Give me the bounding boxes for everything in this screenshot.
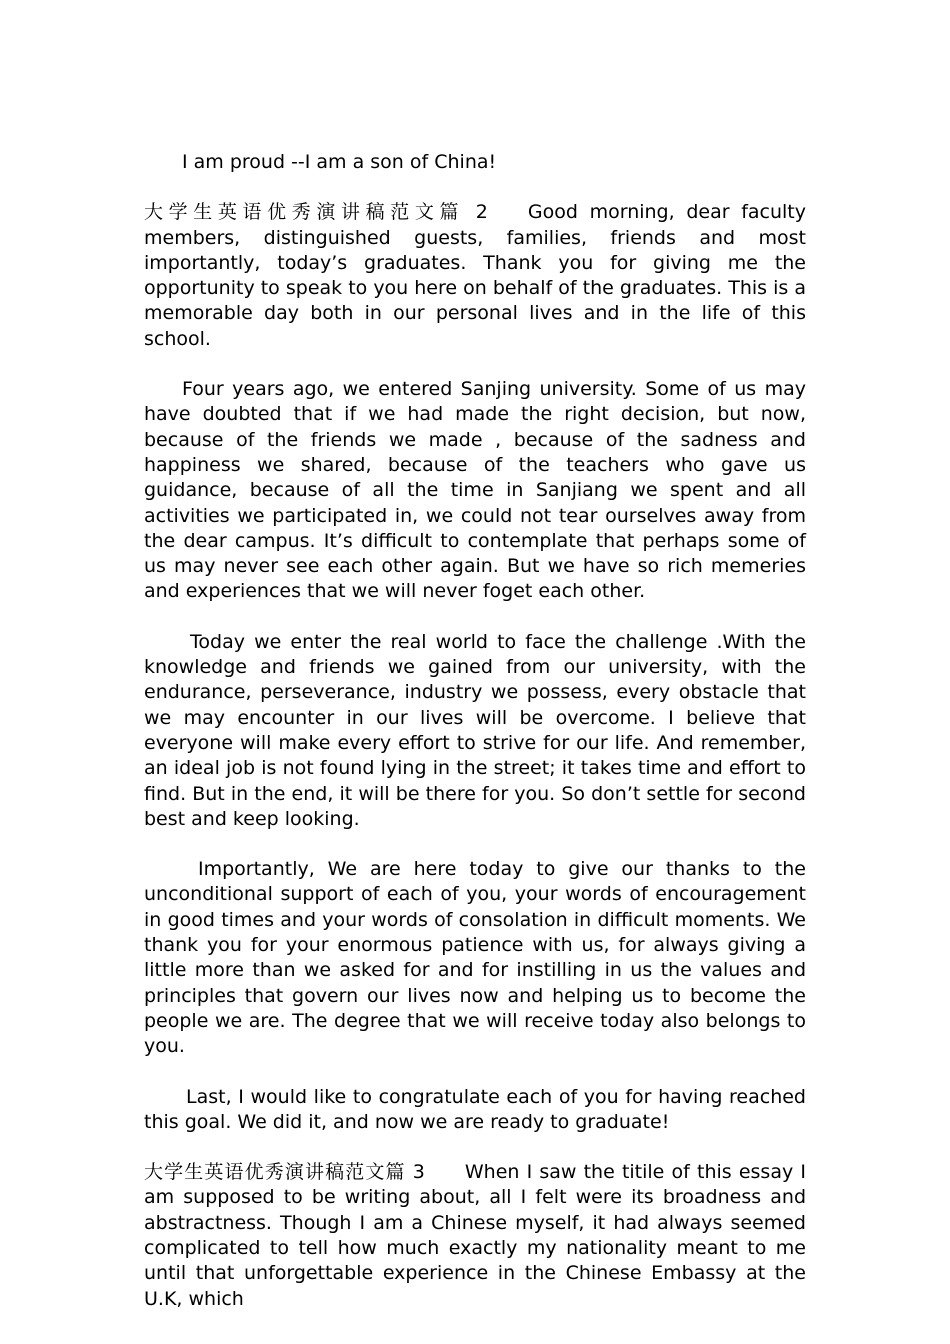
paragraph-section-3-intro xyxy=(144,1160,806,1312)
section-2-body: Good morning, dear faculty members, distinguished guests, families, friends and most importantly, today’s graduates. Thank you for giving me the opportunity to speak to you here on behalf of the graduates. This is a memorable day both in our personal lives and in the life of this school. xyxy=(144,201,806,350)
section-3-heading: 大学生英语优秀演讲稿范文篇 3 xyxy=(144,1161,425,1184)
section-3-body: When I saw the titile of this essay I am supposed to be writing about, all I felt were its broadness and abstractness. Though I am a Chinese myself, it had always seemed complicated to tell how much exactly my nationality meant to me until that unforgettable experience in the Chinese Embassy at the U.K, which xyxy=(144,1161,806,1310)
paragraph-proud: I am proud --I am a son of China! xyxy=(182,151,497,173)
paragraph-importantly: Importantly, We are here today to give our thanks to the unconditional support of each of you, your words of encouragement in good times and your words of consolation in difficult moments. We thank you for your enormous patience with us, for always giving a little more than we asked for and for instilling in us the values and principles that govern our lives now and helping us to become the people we are. The degree that we will receive today also belongs to you. xyxy=(144,858,806,1058)
paragraph-four-years: Four years ago, we entered Sanjing university. Some of us may have doubted that if we had made the right decision, but now, because of the friends we made , because of the sadness and happiness we shared, because of the teachers who gave us guidance, because of all the time in Sanjiang we spent and all activities we participated in, we could not tear ourselves away from the dear campus. It’s difficult to contemplate that perhaps some of us may never see each other again. But we have so rich memeries and experiences that we will never foget each other. xyxy=(144,378,806,603)
section-2-heading: 大学生英语优秀演讲稿范文篇 2 xyxy=(144,201,488,224)
paragraph-today: Today we enter the real world to face the challenge .With the knowledge and friends we gained from our university, with the endurance, perseverance, industry we possess, every obstacle that we may encounter in our lives will be overcome. I believe that everyone will make every effort to strive for our life. And remember, an ideal job is not found lying in the street; it takes time and effort to find. But in the end, it will be there for you. So don’t settle for second best and keep looking. xyxy=(144,630,806,830)
paragraph-section-2-intro xyxy=(144,200,806,352)
document-page xyxy=(144,150,806,1337)
paragraph-last: Last, I would like to congratulate each of you for having reached this goal. We did it, and now we are ready to graduate! xyxy=(144,1085,806,1133)
